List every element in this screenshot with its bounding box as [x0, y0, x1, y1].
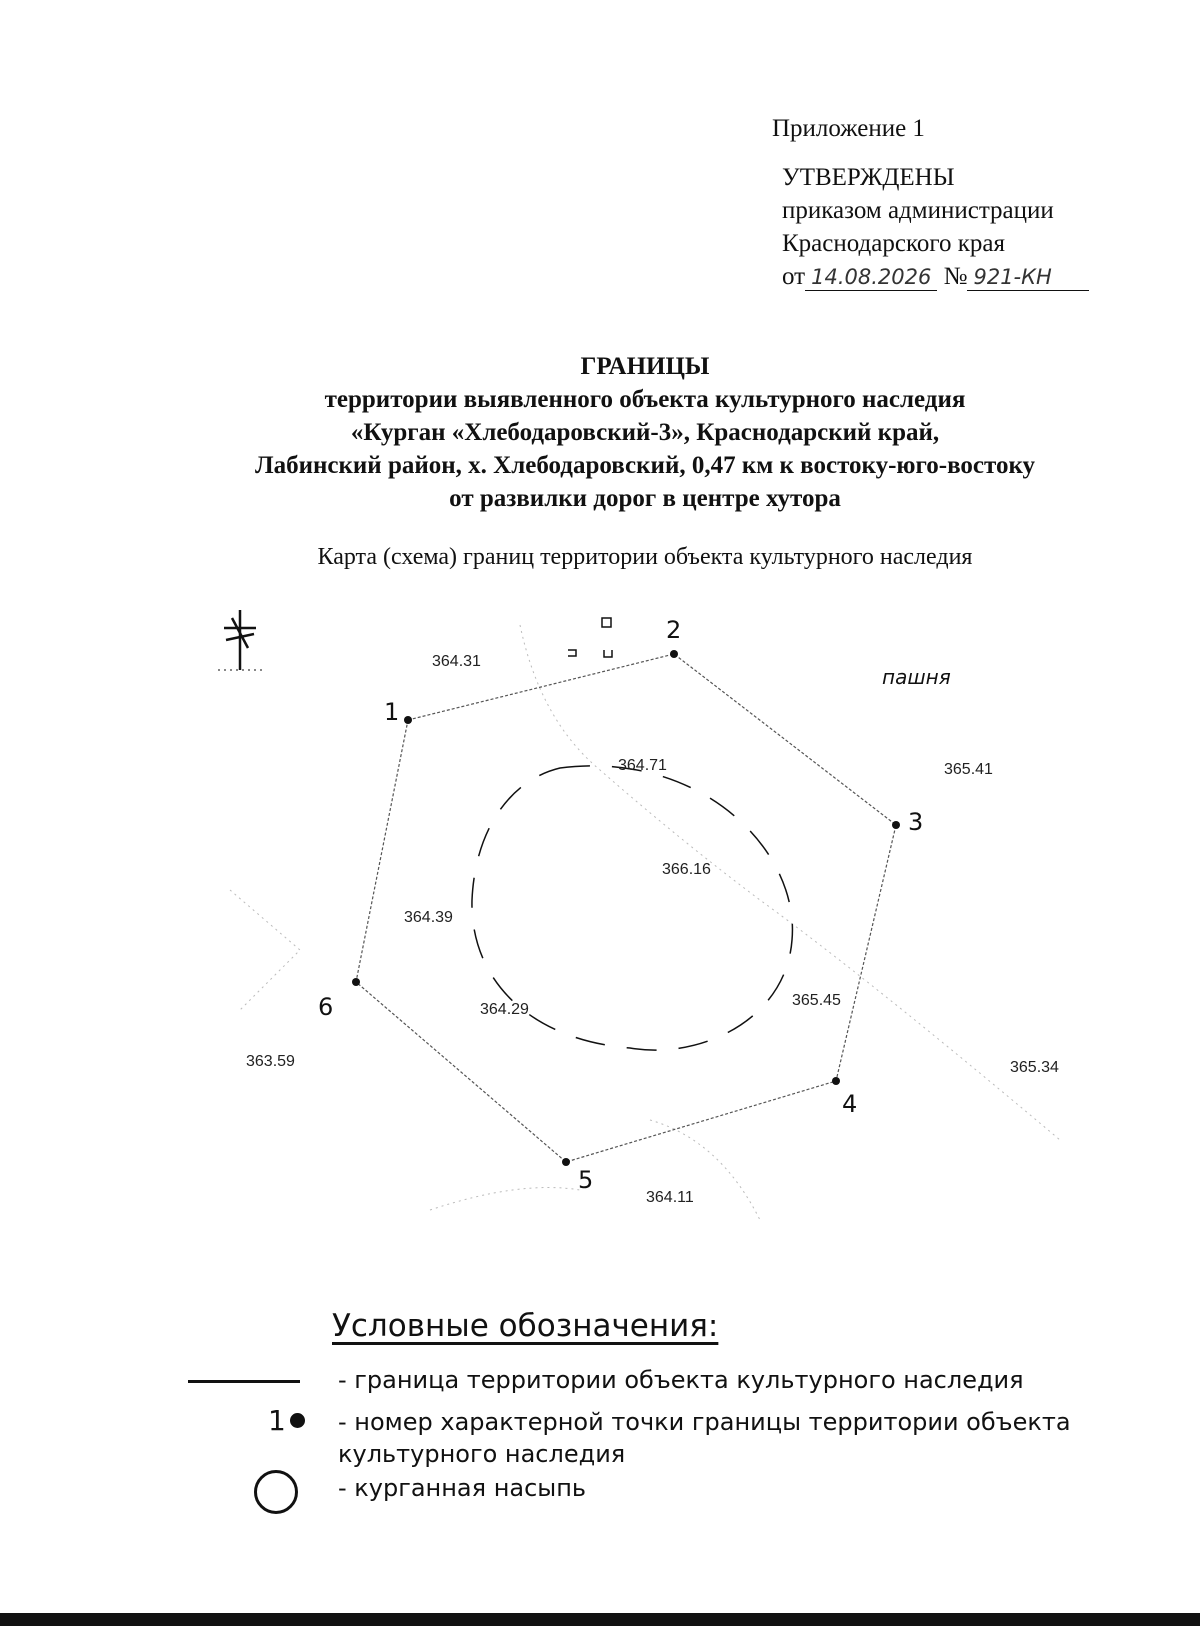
boundary-point-6-label: 6 — [318, 993, 334, 1021]
order-number: 921-КН — [967, 264, 1089, 291]
boundary-point-1-label: 1 — [384, 698, 400, 726]
boundary-point-5-label: 5 — [578, 1166, 594, 1194]
elevation-label: 366.16 — [662, 861, 711, 878]
legend-mound-text: - курганная насыпь — [338, 1474, 587, 1502]
elevation-label: 364.31 — [432, 653, 481, 670]
elevation-label: 364.39 — [404, 909, 453, 926]
date-prefix: от — [782, 263, 806, 290]
boundary-point-4-marker — [832, 1077, 840, 1085]
title-line-2: «Курган «Хлебодаровский-3», Краснодарский край, — [350, 419, 940, 446]
legend-point-number: 1 — [268, 1404, 286, 1437]
legend-mound-circle-icon — [254, 1470, 298, 1514]
elevation-label: 364.71 — [618, 757, 667, 774]
approval-block — [772, 112, 1089, 293]
territory-boundary — [356, 654, 896, 1162]
boundary-point-3-marker — [892, 821, 900, 829]
elevation-label: 365.45 — [792, 992, 841, 1009]
boundary-point-4-label: 4 — [842, 1090, 858, 1118]
map-subtitle: Карта (схема) границ территории объекта культурного наследия — [317, 544, 973, 570]
elevation-label: 365.34 — [1010, 1059, 1059, 1076]
legend-boundary-line-text: - граница территории объекта культурного наследия — [338, 1366, 1024, 1394]
legend-boundary-line-symbol — [188, 1380, 300, 1383]
boundary-point-numbers — [318, 616, 923, 1194]
cup-symbol-icon — [604, 650, 612, 657]
boundary-map — [0, 600, 1200, 1280]
legend-heading: Условные обозначения: — [332, 1308, 719, 1344]
boundary-point-2-label: 2 — [666, 616, 682, 644]
approved-label: УТВЕРЖДЕНЫ — [782, 164, 955, 191]
scan-edge-bar — [0, 1613, 1200, 1626]
boundary-point-3-label: 3 — [908, 808, 924, 836]
contour-line — [520, 625, 1060, 1140]
elevation-label: 364.29 — [480, 1001, 529, 1018]
legend-point-symbol — [268, 1404, 305, 1437]
contour-line — [430, 1188, 580, 1211]
legend-point-text — [338, 1406, 1071, 1470]
map-symbols — [568, 618, 612, 657]
title-line-4: от развилки дорог в центре хутора — [449, 485, 841, 512]
order-date: 14.08.2026 — [805, 264, 937, 291]
boundary-point-6-marker — [352, 978, 360, 986]
boundary-point-5-marker — [562, 1158, 570, 1166]
point-dot-icon — [290, 1413, 305, 1428]
title-line-3: Лабинский район, х. Хлебодаровский, 0,47 км к востоку-юго-востоку — [254, 452, 1036, 479]
appendix-label: Приложение 1 — [772, 115, 925, 142]
boundary-point-1-marker — [404, 716, 412, 724]
field-label: пашня — [882, 665, 951, 689]
title-heading: ГРАНИЦЫ — [580, 353, 710, 380]
approval-date-line — [772, 260, 1089, 293]
document-title — [0, 350, 1200, 515]
elevation-label: 365.41 — [944, 761, 993, 778]
north-arrow-icon — [218, 610, 262, 670]
contour-line — [230, 890, 300, 1010]
elevation-label: 363.59 — [246, 1053, 295, 1070]
boundary-point-2-marker — [670, 650, 678, 658]
title-line-1: территории выявленного объекта культурного наследия — [324, 386, 966, 413]
approval-line-1: приказом администрации — [782, 197, 1054, 224]
approval-line-2: Краснодарского края — [782, 230, 1005, 257]
square-symbol-icon — [602, 618, 611, 627]
boundary-point-markers — [352, 650, 900, 1166]
legend-point-text-line-2: культурного наследия — [338, 1440, 626, 1468]
elevation-label: 364.11 — [646, 1189, 694, 1206]
number-prefix: № — [943, 263, 968, 290]
bracket-symbol-icon — [568, 650, 576, 656]
terrain-contours — [230, 625, 1060, 1220]
elevation-marks — [246, 653, 1059, 1206]
legend-point-text-line-1: - номер характерной точки границы территории объекта — [338, 1408, 1071, 1436]
